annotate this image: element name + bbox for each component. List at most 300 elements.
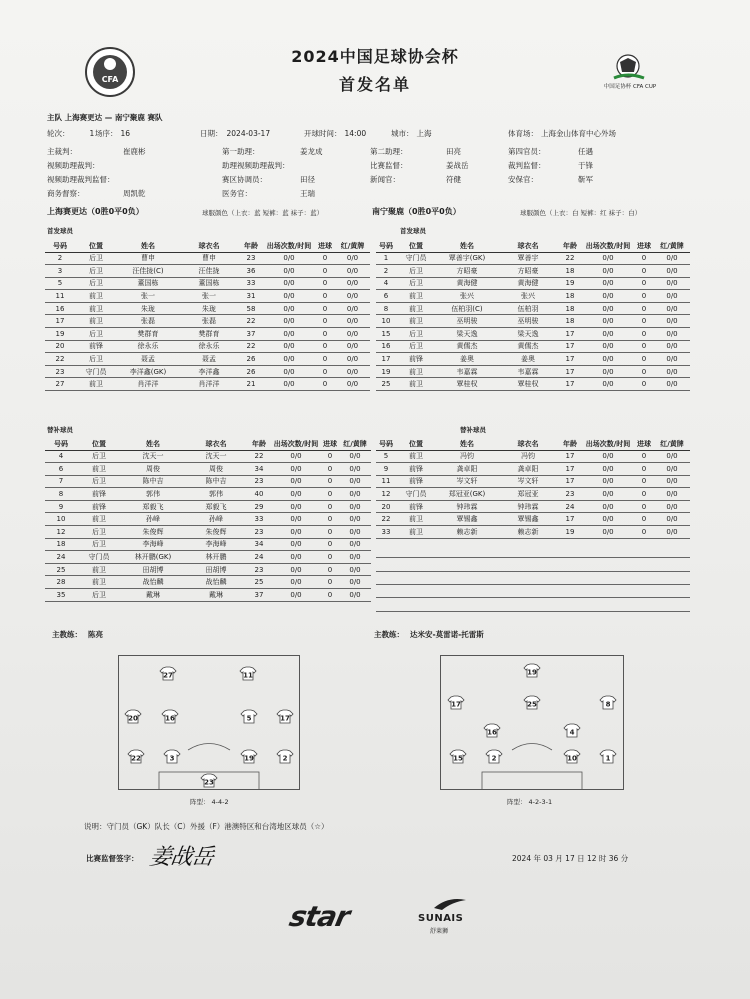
player-cell: 前卫 [396,290,436,303]
player-cell: 18 [558,265,582,278]
official-item: 主裁判： 崔鹿彬 [47,147,146,156]
player-cell: 龚卓阳 [436,463,498,476]
date-info: 日期： 2024-03-17 [200,129,271,138]
player-cell: 徐永乐 [117,340,179,353]
player-cell: 龚卓阳 [498,463,558,476]
shirt-number: 19 [527,668,537,677]
player-cell: 覃善宇 [498,252,558,265]
player-cell: 33 [247,513,271,526]
player-shirt-icon [160,667,176,680]
player-cell: 前卫 [396,315,436,328]
player-cell: 0/0 [335,340,370,353]
player-cell: 后卫 [396,265,436,278]
player-cell: 方昭豪 [498,265,558,278]
player-cell: 黄海健 [436,277,498,290]
player-cell: 0/0 [582,513,634,526]
player-cell: 9 [45,500,77,513]
shirt-number: 8 [605,700,611,709]
player-cell: 0 [315,340,335,353]
player-cell: 0 [315,277,335,290]
player-cell: 34 [247,538,271,551]
player-cell: 后卫 [75,252,117,265]
column-header: 红/黄牌 [654,438,690,450]
empty-row-line [376,611,690,612]
player-cell: 5 [45,277,75,290]
player-cell: 0 [321,513,339,526]
empty-row-line [376,584,690,585]
player-cell: 22 [239,340,263,353]
player-cell: 0/0 [339,500,371,513]
player-row [376,450,690,463]
shirt-number: 20 [128,714,138,723]
player-cell: 0/0 [335,302,370,315]
player-cell: 朱俊辉 [121,526,185,539]
player-cell: 17 [558,513,582,526]
player-row [45,340,370,353]
column-header: 号码 [45,438,77,450]
player-cell: 0 [315,328,335,341]
player-cell: 李洋鑫(GK) [117,365,179,378]
player-cell: 0/0 [582,302,634,315]
official-item: 第二助理： 田亮 [370,147,461,156]
shirt-number: 23 [204,778,214,787]
player-cell: 0/0 [339,526,371,539]
away-subs-title: 替补球员 [460,426,486,434]
player-cell: 0 [321,576,339,589]
player-cell: 22 [247,450,271,463]
player-cell: 7 [45,475,77,488]
player-cell: 17 [558,450,582,463]
player-row [45,315,370,328]
player-cell: 2 [45,252,75,265]
player-cell: 36 [239,265,263,278]
player-cell: 0/0 [582,315,634,328]
home-formation-pitch [118,655,300,790]
official-item: 裁判监督： 于锋 [508,161,593,170]
player-cell: 郑毅飞 [185,500,247,513]
player-cell: 沈天一 [121,450,185,463]
player-cell: 肖洋洋 [179,378,239,391]
away-starters-table [376,240,690,391]
player-shirt-icon [277,710,293,723]
player-row [45,302,370,315]
match-line: 主队 上海赛更达 — 南宁聚鹿 赛队 [47,113,163,122]
player-cell: 李海峰 [185,538,247,551]
player-cell: 0/0 [654,513,690,526]
player-cell: 33 [239,277,263,290]
player-cell: 0/0 [654,315,690,328]
player-row [376,277,690,290]
player-cell: 0 [634,252,654,265]
column-header: 出场次数/时间 [271,438,321,450]
player-cell: 29 [247,500,271,513]
player-cell: 0/0 [271,526,321,539]
player-cell: 0 [634,488,654,501]
player-cell: 朱珑 [117,302,179,315]
player-cell: 后卫 [396,340,436,353]
column-header: 球衣名 [498,240,558,252]
column-header: 位置 [77,438,121,450]
player-cell: 17 [558,353,582,366]
player-cell: 张磊 [117,315,179,328]
player-cell: 23 [247,563,271,576]
player-shirt-icon [600,750,616,763]
shirt-number: 16 [165,714,175,723]
player-cell: 18 [558,290,582,303]
player-cell: 张一 [179,290,239,303]
player-cell: 韦嘉霖 [436,365,498,378]
empty-row-line [376,571,690,572]
player-cell: 聂孟 [117,353,179,366]
sunais-logo-text: SUNAIS [418,913,464,924]
player-cell: 8 [45,488,77,501]
player-cell: 前锋 [396,463,436,476]
player-cell: 34 [247,463,271,476]
shirt-number: 15 [453,754,463,763]
player-shirt-icon [201,774,217,787]
player-cell: 0/0 [654,463,690,476]
player-cell: 郑毅飞 [121,500,185,513]
player-cell: 战怡麟 [121,576,185,589]
player-row [45,589,371,602]
official-item: 医务官： 王瑞 [222,189,315,198]
player-cell: 0/0 [339,475,371,488]
player-row [376,500,690,513]
player-cell: 张磊 [179,315,239,328]
player-shirt-icon [241,710,257,723]
player-cell: 郭伟 [121,488,185,501]
player-row [376,513,690,526]
player-cell: 0 [634,513,654,526]
sign-time: 2024 年 03 月 17 日 12 时 36 分 [512,854,629,863]
shirt-number: 2 [282,754,288,763]
kickoff-info: 开球时间： 14:00 [304,129,367,138]
official-item: 赛区协调员： 田径 [222,175,315,184]
player-shirt-icon [448,696,464,709]
player-cell: 17 [558,328,582,341]
player-cell: 巫明骏 [498,315,558,328]
player-cell: 0/0 [654,290,690,303]
player-cell: 0/0 [335,378,370,391]
player-row [45,365,370,378]
official-item: 安保官： 靳军 [508,175,593,184]
player-cell: 0/0 [654,500,690,513]
player-cell: 37 [247,589,271,602]
official-item: 助理视频助理裁判： [222,161,290,170]
player-cell: 0/0 [582,488,634,501]
player-cell: 0/0 [582,463,634,476]
player-cell: 汪佳拢(C) [117,265,179,278]
player-cell: 0 [321,450,339,463]
player-row [45,463,371,476]
player-cell: 前锋 [75,340,117,353]
player-cell: 24 [558,500,582,513]
column-header: 号码 [376,240,396,252]
player-cell: 0/0 [339,538,371,551]
player-cell: 0/0 [339,450,371,463]
player-cell: 前卫 [77,563,121,576]
player-cell: 0/0 [263,365,315,378]
player-cell: 0/0 [339,488,371,501]
player-cell: 郑冠亚 [498,488,558,501]
player-cell: 8 [376,302,396,315]
player-cell: 0 [315,290,335,303]
shirt-number: 3 [169,754,175,763]
player-cell: 19 [558,526,582,539]
player-cell: 17 [376,353,396,366]
player-cell: 战怡麟 [185,576,247,589]
player-cell: 樊群育 [117,328,179,341]
away-subs-table [376,438,690,539]
player-cell: 6 [376,290,396,303]
player-cell: 23 [558,488,582,501]
player-cell: 李洋鑫 [179,365,239,378]
player-cell: 0 [634,475,654,488]
player-cell: 伍柏羽(C) [436,302,498,315]
player-cell: 0/0 [654,302,690,315]
player-cell: 0 [634,450,654,463]
column-header: 进球 [321,438,339,450]
column-header: 年龄 [247,438,271,450]
player-cell: 0/0 [335,365,370,378]
player-cell: 前锋 [396,353,436,366]
shirt-number: 22 [131,754,141,763]
shirt-number: 27 [163,671,173,680]
player-cell: 李海峰 [121,538,185,551]
player-cell: 23 [239,252,263,265]
player-cell: 田胡博 [185,563,247,576]
column-header: 年龄 [558,438,582,450]
player-cell: 钟玮霖 [436,500,498,513]
player-cell: 6 [45,463,77,476]
player-cell: 覃锡鑫 [436,513,498,526]
player-cell: 0/0 [582,290,634,303]
player-cell: 1 [376,252,396,265]
player-cell: 0/0 [271,551,321,564]
shirt-number: 4 [569,728,575,737]
player-shirt-icon [524,696,540,709]
player-cell: 姜奥 [498,353,558,366]
player-cell: 0 [634,302,654,315]
player-cell: 0/0 [654,340,690,353]
player-cell: 27 [45,378,75,391]
player-cell: 前卫 [77,513,121,526]
player-cell: 0 [321,463,339,476]
player-cell: 19 [376,365,396,378]
player-cell: 戴琳 [185,589,247,602]
player-cell: 黄儒杰 [436,340,498,353]
city-info: 城市： 上海 [391,129,432,138]
player-cell: 0/0 [263,290,315,303]
star-sponsor-logo: star [286,900,353,933]
player-cell: 0 [634,463,654,476]
player-shirt-icon [450,750,466,763]
home-subs-title: 替补球员 [47,426,73,434]
player-cell: 巫明骏 [436,315,498,328]
player-cell: 0/0 [271,538,321,551]
player-cell: 后卫 [396,328,436,341]
column-header: 姓名 [436,438,498,450]
away-team-name: 南宁聚鹿（0胜0平0负） [372,207,461,216]
player-cell: 0/0 [339,463,371,476]
player-cell: 0/0 [263,340,315,353]
player-cell: 0/0 [654,353,690,366]
player-cell: 覃桂权 [436,378,498,391]
player-cell: 18 [45,538,77,551]
player-shirt-icon [241,750,257,763]
away-formation-pitch [440,655,624,790]
column-header: 出场次数/时间 [263,240,315,252]
player-cell: 后卫 [77,538,121,551]
player-cell: 0 [634,328,654,341]
player-row [45,290,370,303]
shirt-number: 1 [605,754,611,763]
cfa-cup-logo-text: 中国足协杯 CFA CUP [603,84,657,90]
home-starters-title: 首发球员 [47,227,73,235]
player-cell: 0/0 [654,265,690,278]
player-cell: 19 [558,277,582,290]
player-row [45,488,371,501]
player-cell: 16 [376,340,396,353]
player-cell: 黄海健 [498,277,558,290]
sunais-swoosh-icon [432,894,468,912]
player-cell: 0/0 [335,328,370,341]
player-cell: 郑冠亚(GK) [436,488,498,501]
player-row [376,328,690,341]
player-cell: 0 [321,538,339,551]
player-cell: 0 [634,353,654,366]
player-cell: 张一 [117,290,179,303]
player-cell: 朱珑 [179,302,239,315]
player-cell: 0/0 [339,513,371,526]
player-cell: 赖志新 [498,526,558,539]
player-row [45,378,370,391]
player-cell: 0/0 [271,576,321,589]
player-cell: 孙峰 [121,513,185,526]
player-cell: 0/0 [335,290,370,303]
player-cell: 22 [45,353,75,366]
player-cell: 22 [376,513,396,526]
round-info: 轮次： 1 [47,129,95,138]
player-cell: 后卫 [75,277,117,290]
player-cell: 后卫 [75,328,117,341]
player-cell: 19 [45,328,75,341]
player-cell: 后卫 [75,353,117,366]
player-row [45,475,371,488]
player-cell: 17 [558,463,582,476]
player-cell: 3 [45,265,75,278]
column-header: 姓名 [436,240,498,252]
player-cell: 0/0 [654,450,690,463]
player-cell: 0 [634,500,654,513]
player-cell: 0/0 [335,252,370,265]
away-starters-title: 首发球员 [400,227,426,235]
player-shirt-icon [600,696,616,709]
player-cell: 15 [376,328,396,341]
player-row [45,538,371,551]
player-cell: 前卫 [396,513,436,526]
player-cell: 12 [376,488,396,501]
player-cell: 岑文轩 [498,475,558,488]
signature-label: 比赛监督签字： [86,854,139,863]
player-cell: 梁天逸 [436,328,498,341]
player-cell: 0/0 [654,365,690,378]
player-cell: 后卫 [77,589,121,602]
player-cell: 0/0 [339,563,371,576]
player-cell: 周俊 [185,463,247,476]
player-cell: 0 [321,589,339,602]
shirt-number: 2 [491,754,497,763]
player-cell: 25 [247,576,271,589]
player-cell: 0/0 [271,500,321,513]
player-cell: 沈天一 [185,450,247,463]
player-cell: 0/0 [582,328,634,341]
player-cell: 后卫 [77,475,121,488]
player-cell: 22 [239,315,263,328]
player-cell: 周俊 [121,463,185,476]
player-cell: 0/0 [271,589,321,602]
player-cell: 17 [45,315,75,328]
player-cell: 0/0 [582,475,634,488]
column-header: 号码 [45,240,75,252]
player-cell: 0/0 [335,315,370,328]
legend-note: 说明：守门员（GK）队长（C）外援（F）港澳特区和台湾地区球员（☆） [84,822,329,831]
away-formation: 阵型： 4-2-3-1 [507,798,553,806]
shirt-number: 25 [527,700,537,709]
player-cell: 前锋 [396,475,436,488]
home-coach: 主教练： 陈亮 [52,630,103,639]
player-row [45,526,371,539]
player-cell: 40 [247,488,271,501]
player-row [376,252,690,265]
shirt-number: 16 [487,728,497,737]
player-cell: 0 [634,315,654,328]
player-cell: 张兴 [498,290,558,303]
column-header: 姓名 [117,240,179,252]
shirt-number: 17 [280,714,290,723]
player-row [376,302,690,315]
player-cell: 后卫 [77,526,121,539]
player-cell: 韦嘉霖 [498,365,558,378]
player-cell: 前锋 [77,500,121,513]
player-shirt-icon [164,750,180,763]
official-item: 视频助理裁判监督： [47,175,115,184]
player-cell: 0/0 [654,378,690,391]
player-cell: 伍柏羽 [498,302,558,315]
player-cell: 0 [315,365,335,378]
player-cell: 后卫 [396,277,436,290]
player-row [376,365,690,378]
column-header: 球衣名 [185,438,247,450]
player-cell: 16 [45,302,75,315]
player-cell: 0 [321,526,339,539]
column-header: 出场次数/时间 [582,438,634,450]
player-cell: 林开鹏 [185,551,247,564]
player-row [376,475,690,488]
player-cell: 0/0 [263,252,315,265]
player-cell: 25 [376,378,396,391]
player-cell: 23 [45,365,75,378]
player-cell: 17 [558,475,582,488]
home-formation: 阵型： 4-4-2 [190,798,229,806]
player-shirt-icon [524,664,540,677]
player-row [376,378,690,391]
player-cell: 0/0 [582,277,634,290]
player-cell: 0/0 [582,526,634,539]
home-subs-table [45,438,371,602]
player-row [45,328,370,341]
player-row [45,551,371,564]
